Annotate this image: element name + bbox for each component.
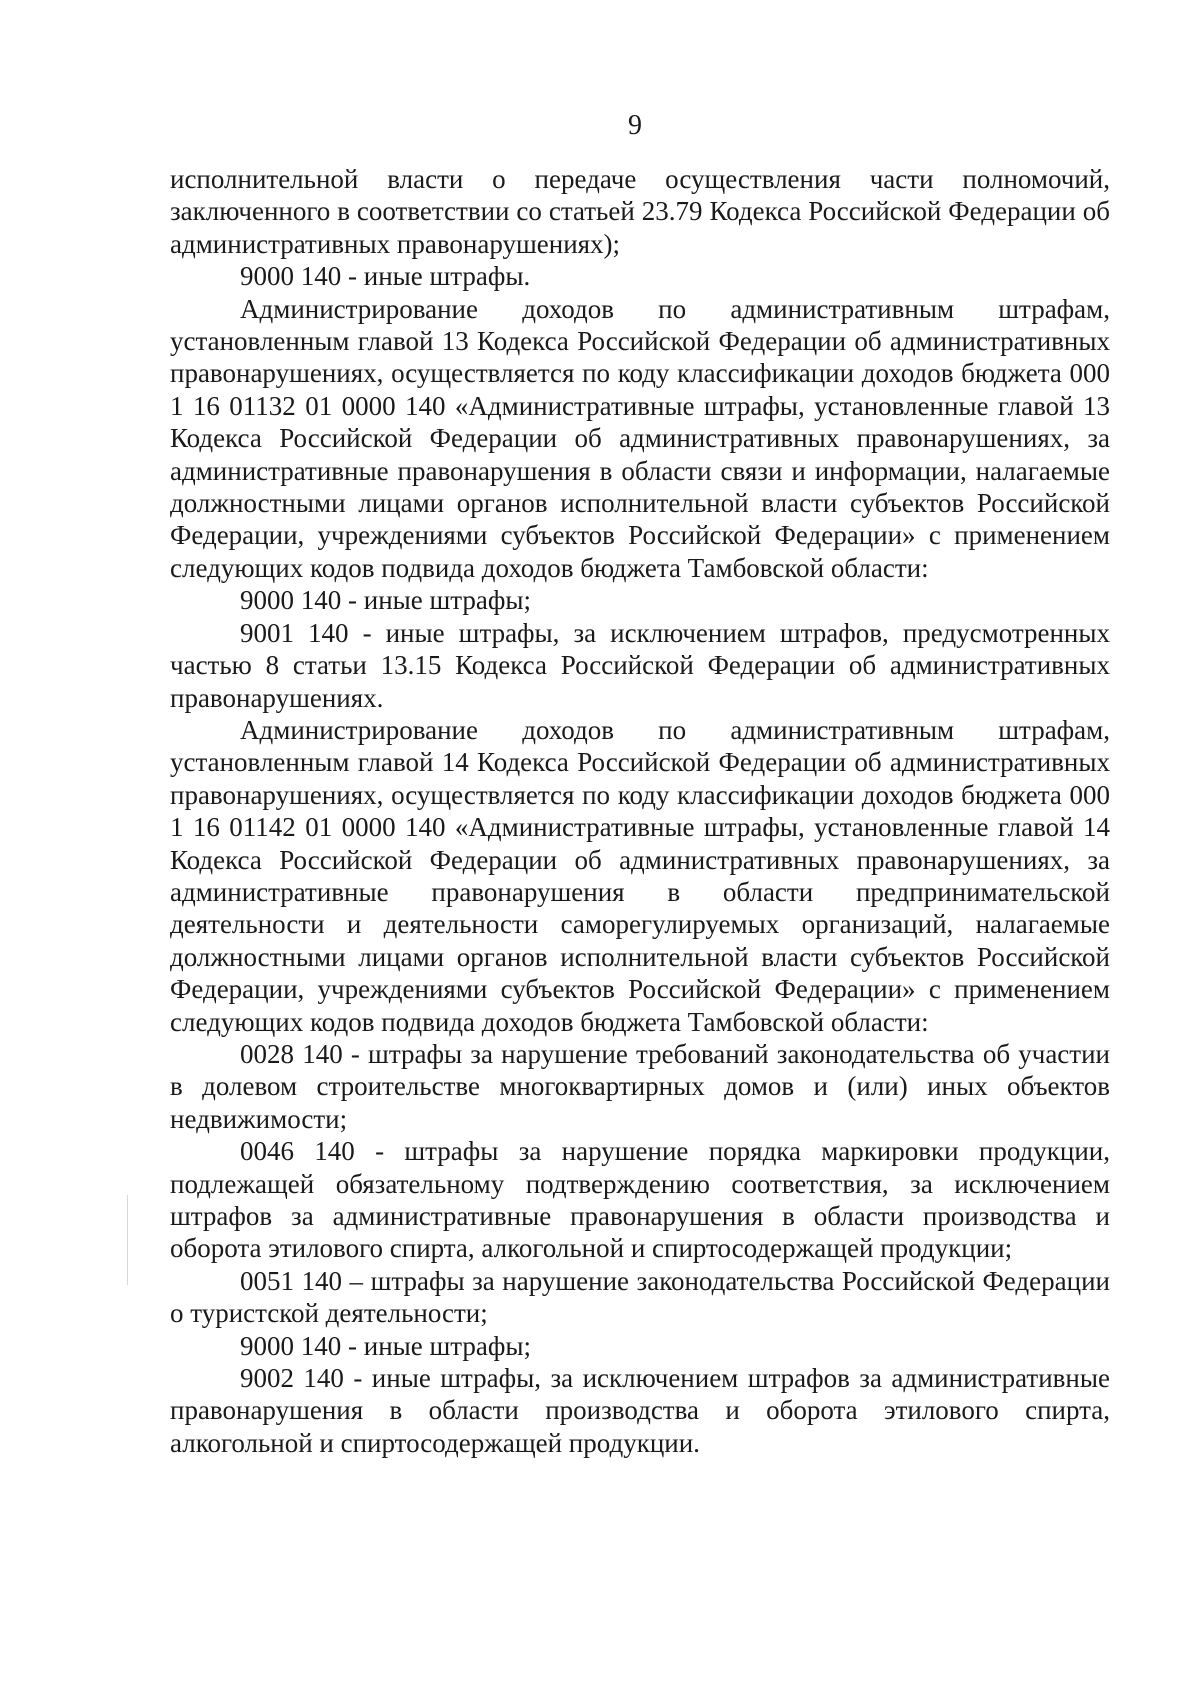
paragraph-chapter-13: Администрирование доходов по административным штрафам, установленным главой 13 Кодекса Российской Федерации об административных правонарушениях, осуществляется по коду классификации доходов бюджета 000 1 16 01132 01 0000 140 «Административные штрафы, установленные главой 13 Кодекса Российской Федерации об административных правонарушениях, за административные правонарушения в области связи и информации, налагаемые должностными лицами органов исполнительной власти субъектов Российской Федерации, учреждениями субъектов Российской Федерации» с применением следующих кодов подвида доходов бюджета Тамбовской области: [170,293,1110,583]
paragraph-code-0028: 0028 140 - штрафы за нарушение требований законодательства об участии в долевом строительстве многоквартирных домов и (или) иных объектов недвижимости; [170,1038,1110,1134]
paragraph-chapter-14: Администрирование доходов по административным штрафам, установленным главой 14 Кодекса Российской Федерации об административных правонарушениях, осуществляется по коду классификации доходов бюджета 000 1 16 01142 01 0000 140 «Административные штрафы, установленные главой 14 Кодекса Российской Федерации об административных правонарушениях, за административные правонарушения в области предпринимательской деятельности и деятельности саморегулируемых организаций, налагаемые должностными лицами органов исполнительной власти субъектов Российской Федерации, учреждениями субъектов Российской Федерации» с применением следующих кодов подвида доходов бюджета Тамбовской области: [170,714,1110,1037]
paragraph-code-9000-a: 9000 140 - иные штрафы. [240,261,531,292]
paragraph-continuation: исполнительной власти о передаче осуществления части полномочий, заключенного в соответствии со статьей 23.79 Кодекса Российской Федерации об административных правонарушениях); [170,164,1110,259]
paragraph-code-9000-b: 9000 140 - иные штрафы; [240,585,532,616]
paragraph-code-9001: 9001 140 - иные штрафы, за исключением штрафов, предусмотренных частью 8 статьи 13.15 Кодекса Российской Федерации об административных правонарушениях. [170,617,1110,713]
paragraph-code-0046: 0046 140 - штрафы за нарушение порядка маркировки продукции, подлежащей обязательному подтверждению соответствия, за исключением штрафов за административные правонарушения в области производства и оборота этилового спирта, алкогольной и спиртосодержащей продукции; [170,1136,1110,1264]
paragraph-code-9002: 9002 140 - иные штрафы, за исключением штрафов за административные правонарушения в области производства и оборота этилового спирта, алкогольной и спиртосодержащей продукции. [170,1363,1110,1458]
scan-edge-mark [127,1195,128,1285]
page-number: 9 [628,110,642,141]
paragraph-code-9000-c: 9000 140 - иные штрафы; [240,1330,532,1361]
paragraph-code-0051: 0051 140 – штрафы за нарушение законодательства Российской Федерации о туристской деятельности; [170,1265,1110,1329]
document-body [170,163,1110,1459]
